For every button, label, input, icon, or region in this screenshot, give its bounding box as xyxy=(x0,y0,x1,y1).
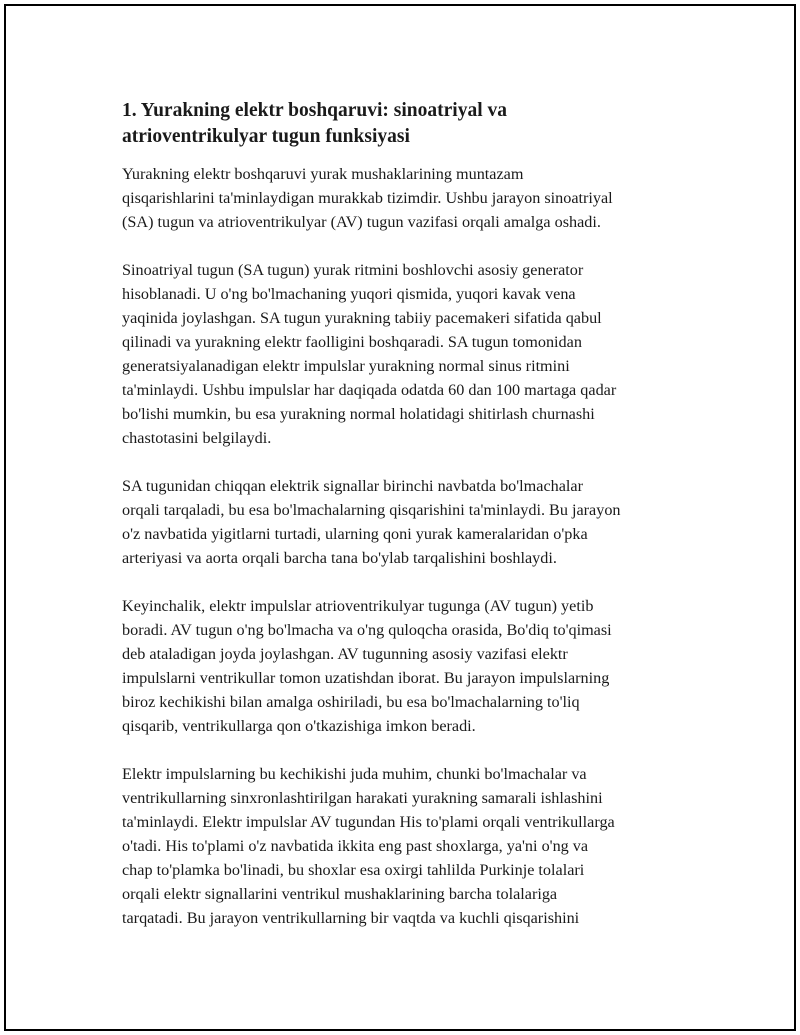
text-line: orqali tarqaladi, bu esa bo'lmachalarning qisqarishini ta'minlaydi. Bu jarayon xyxy=(122,501,621,519)
heading-line: 1. Yurakning elektr boshqaruvi: sinoatriyal va xyxy=(122,100,508,121)
text-line: impulslarni ventrikullar tomon uzatishdan iborat. Bu jarayon impulslarning xyxy=(122,669,610,687)
text-line: orqali elektr signallarini ventrikul mushaklarining barcha tolalariga xyxy=(122,885,558,903)
text-line: o'tadi. His to'plami o'z navbatida ikkita eng past shoxlarga, ya'ni o'ng va xyxy=(122,837,589,855)
text-line: o'z navbatida yigitlarni turtadi, ularning qoni yurak kameralaridan o'pka xyxy=(122,525,588,543)
paragraph-intro xyxy=(122,162,702,234)
text-line: biroz kechikishi bilan amalga oshiriladi, bu esa bo'lmachalarning to'liq xyxy=(122,693,580,711)
text-line: Keyinchalik, elektr impulslar atrioventrikulyar tugunga (AV tugun) yetib xyxy=(122,597,594,615)
text-line: Elektr impulslarning bu kechikishi juda muhim, chunki bo'lmachalar va xyxy=(122,765,587,783)
text-line: SA tugunidan chiqqan elektrik signallar birinchi navbatda bo'lmachalar xyxy=(122,477,583,495)
text-line: ventrikullarning sinxronlashtirilgan harakati yurakning samarali ishlashini xyxy=(122,789,603,807)
text-line: generatsiyalanadigan elektr impulslar yurakning normal sinus ritmini xyxy=(122,357,570,375)
text-line: tarqatadi. Bu jarayon ventrikullarning bir vaqtda va kuchli qisqarishini xyxy=(122,909,580,927)
page-frame xyxy=(4,4,796,1031)
text-line: qilinadi va yurakning elektr faolligini boshqaradi. SA tugun tomonidan xyxy=(122,333,582,351)
text-line: Yurakning elektr boshqaruvi yurak mushaklarining muntazam xyxy=(122,165,524,183)
heading-line: atrioventrikulyar tugun funksiyasi xyxy=(122,126,410,147)
paragraph-sa-signals xyxy=(122,474,702,570)
document-body xyxy=(122,98,702,954)
text-line: arteriyasi va aorta orqali barcha tana bo'ylab tarqalishini boshlaydi. xyxy=(122,549,557,567)
text-line: chastotasini belgilaydi. xyxy=(122,429,272,447)
text-line: qisqarib, ventrikullarga qon o'tkazishiga imkon beradi. xyxy=(122,717,476,735)
paragraph-av-node xyxy=(122,594,702,738)
text-line: ta'minlaydi. Elektr impulslar AV tugundan His to'plami orqali ventrikullarga xyxy=(122,813,615,831)
section-heading xyxy=(122,98,702,150)
text-line: Sinoatriyal tugun (SA tugun) yurak ritmini boshlovchi asosiy generator xyxy=(122,261,584,279)
paragraph-conduction xyxy=(122,762,702,930)
text-line: hisoblanadi. U o'ng bo'lmachaning yuqori qismida, yuqori kavak vena xyxy=(122,285,576,303)
text-line: boradi. AV tugun o'ng bo'lmacha va o'ng quloqcha orasida, Bo'diq to'qimasi xyxy=(122,621,612,639)
paragraph-sa-node xyxy=(122,258,702,450)
text-line: (SA) tugun va atrioventrikulyar (AV) tugun vazifasi orqali amalga oshadi. xyxy=(122,213,601,231)
text-line: ta'minlaydi. Ushbu impulslar har daqiqada odatda 60 dan 100 martaga qadar xyxy=(122,381,617,399)
text-line: chap to'plamka bo'linadi, bu shoxlar esa oxirgi tahlilda Purkinje tolalari xyxy=(122,861,585,879)
text-line: deb ataladigan joyda joylashgan. AV tugunning asosiy vazifasi elektr xyxy=(122,645,568,663)
text-line: bo'lishi mumkin, bu esa yurakning normal holatidagi shitirlash churnashi xyxy=(122,405,595,423)
text-line: qisqarishlarini ta'minlaydigan murakkab tizimdir. Ushbu jarayon sinoatriyal xyxy=(122,189,613,207)
text-line: yaqinida joylashgan. SA tugun yurakning tabiiy pacemakeri sifatida qabul xyxy=(122,309,602,327)
